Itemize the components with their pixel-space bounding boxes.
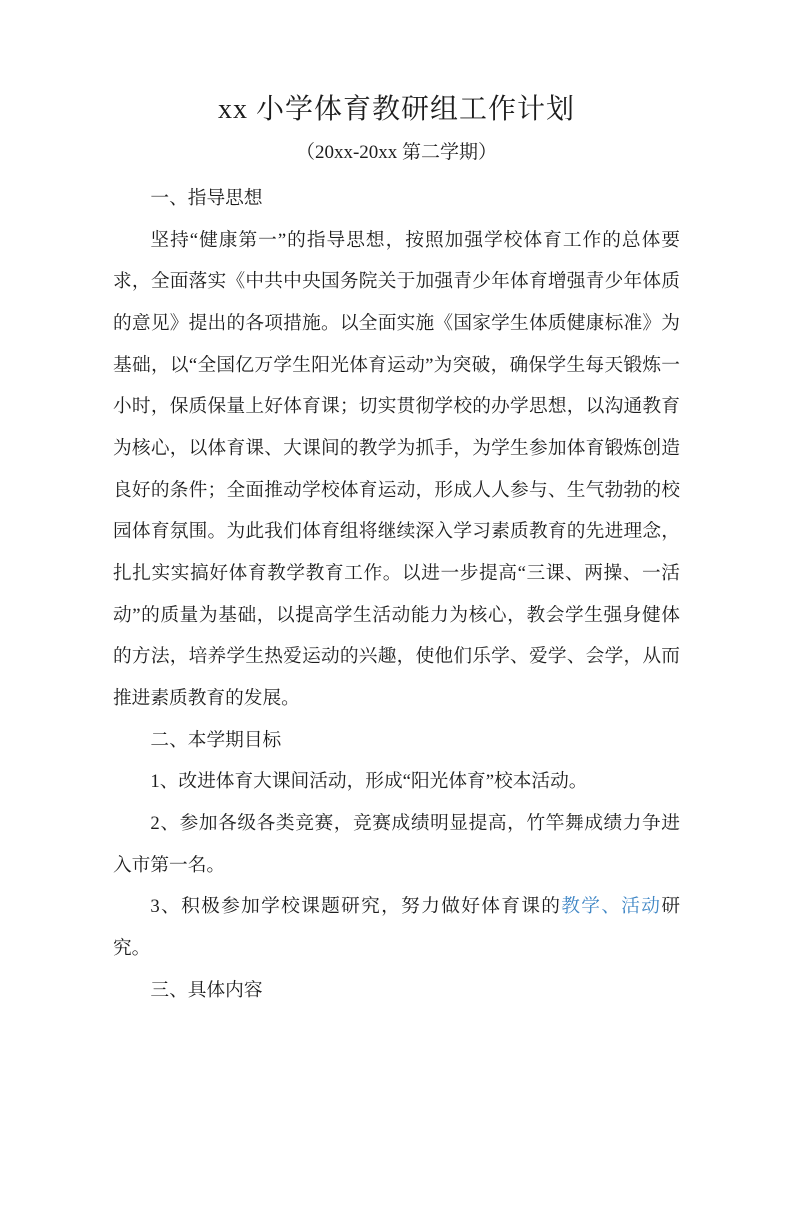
goal-item-3-suffix: 研究。: [113, 896, 681, 960]
goal-item-3-prefix: 3、积极参加学校课题研究，努力做好体育课的: [150, 896, 562, 918]
goal-item-1: 1、改进体育大课间活动，形成“阳光体育”校本活动。: [150, 771, 588, 793]
section-heading-specific-content: 三、具体内容: [150, 979, 263, 1001]
section-heading-semester-goals: 二、本学期目标: [150, 729, 282, 751]
inline-link-teaching-activity[interactable]: 教学、活动: [561, 896, 662, 918]
goal-item-2: 2、参加各级各类竞赛，竞赛成绩明显提高，竹竿舞成绩力争进入市第一名。: [113, 813, 680, 876]
section-heading-guiding-ideology: 一、指导思想: [150, 188, 263, 209]
document-page: [0, 90, 793, 1212]
doc-subtitle: （20xx-20xx 第二学期）: [295, 142, 498, 163]
doc-title: xx 小学体育教研组工作计划: [217, 94, 575, 125]
goal-item-3: [113, 886, 680, 969]
paragraph-guiding-ideology: 坚持“健康第一”的指导思想，按照加强学校体育工作的总体要求，全面落实《中共中央国务院关于加强青少年体育增强青少年体质的意见》提出的各项措施。以全面实施《国家学生体质健康标准》为基础，以“全国亿万学生阳光体育运动”为突破，确保学生每天锻炼一小时，保质保量上好体育课；切实贯彻学校的办学思想，以沟通教育为核心，以体育课、大课间的教学为抓手，为学生参加体育锻炼创造良好的条件；全面推动学校体育运动，形成人人参与、生气勃勃的校园体育氛围。为此我们体育组将继续深入学习素质教育的先进理念，扎扎实实搞好体育教学教育工作。以进一步提高“三课、两操、一活动”的质量为基础，以提高学生活动能力为核心，教会学生强身健体的方法，培养学生热爱运动的兴趣，使他们乐学、爱学、会学，从而推进素质教育的发展。: [113, 229, 680, 710]
doc-body: [113, 178, 680, 1011]
